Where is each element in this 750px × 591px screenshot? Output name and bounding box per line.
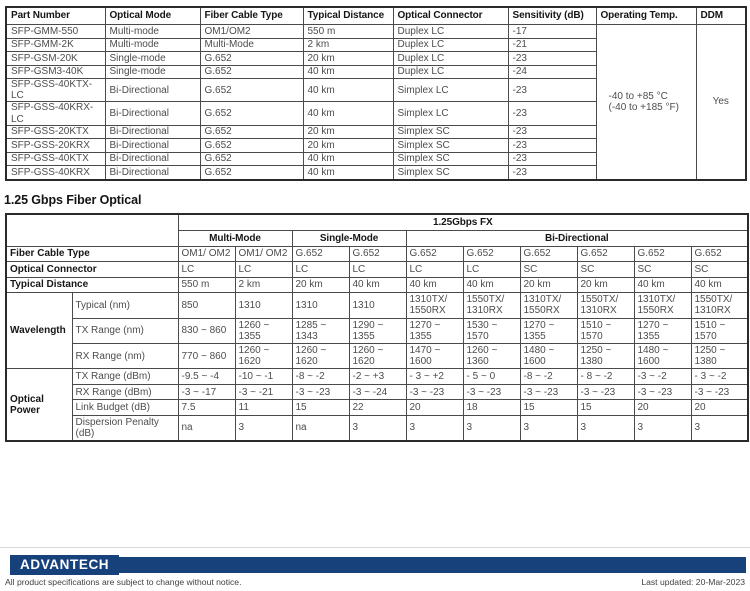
fx-cell: 1260 ~ 1620 xyxy=(235,344,292,369)
fx-cell: -2 ~ +3 xyxy=(349,369,406,385)
sfp-cell: SFP-GSS-40KRX-LC xyxy=(6,102,105,125)
fx-cell: G.652 xyxy=(634,246,691,262)
fx-cell: 40 km xyxy=(406,277,463,293)
fx-cell: 3 xyxy=(634,415,691,441)
fx-cell: G.652 xyxy=(577,246,634,262)
fx-cell: G.652 xyxy=(520,246,577,262)
sfp-cell: OM1/OM2 xyxy=(200,25,303,39)
sfp-cell: Duplex LC xyxy=(393,25,508,39)
fx-cell: 770 ~ 860 xyxy=(178,344,235,369)
sfp-cell: 20 km xyxy=(303,139,393,153)
fx-cell: SC xyxy=(577,262,634,278)
fx-cell: 1310TX/ 1550RX xyxy=(406,293,463,318)
sfp-cell: Bi-Directional xyxy=(105,102,200,125)
fx-cell: 1270 ~ 1355 xyxy=(406,318,463,343)
fx-table-row xyxy=(6,293,748,318)
sfp-cell: SFP-GMM-550 xyxy=(6,25,105,39)
column-header: Operating Temp. xyxy=(596,7,696,25)
fx-sub-label: RX Range (dBm) xyxy=(72,384,178,400)
fx-cell: 1250 ~ 1380 xyxy=(577,344,634,369)
fx-table-row xyxy=(6,400,748,416)
fx-table-row xyxy=(6,246,748,262)
sfp-cell: SFP-GSS-40KTX xyxy=(6,152,105,166)
sfp-cell: -23 xyxy=(508,125,596,139)
fiber-mode-group-header: Single-Mode xyxy=(292,230,406,246)
sfp-cell: Bi-Directional xyxy=(105,152,200,166)
operating-temp-cell xyxy=(596,25,696,180)
fx-cell: 3 xyxy=(691,415,748,441)
sfp-cell: SFP-GSM3-40K xyxy=(6,65,105,79)
fx-cell: -3 ~ -23 xyxy=(691,384,748,400)
fx-table-title-row xyxy=(6,214,748,231)
sfp-cell: Multi-mode xyxy=(105,38,200,52)
footer-separator xyxy=(0,547,750,548)
fx-cell: SC xyxy=(691,262,748,278)
column-header: Fiber Cable Type xyxy=(200,7,303,25)
sfp-spec-table xyxy=(5,6,747,181)
sfp-cell: 550 m xyxy=(303,25,393,39)
fx-cell: -3 ~ -23 xyxy=(634,384,691,400)
fx-cell: 1550TX/ 1310RX xyxy=(463,293,520,318)
fx-cell: -3 ~ -23 xyxy=(520,384,577,400)
ddm-cell: Yes xyxy=(696,25,746,180)
fx-cell: 22 xyxy=(349,400,406,416)
sfp-cell: Simplex LC xyxy=(393,102,508,125)
fx-cell: 1550TX/ 1310RX xyxy=(577,293,634,318)
fx-cell: LC xyxy=(463,262,520,278)
fx-cell: 1470 ~ 1600 xyxy=(406,344,463,369)
fx-table-row xyxy=(6,415,748,441)
sfp-cell: Duplex LC xyxy=(393,65,508,79)
sfp-cell: G.652 xyxy=(200,139,303,153)
fx-cell: 1550TX/ 1310RX xyxy=(691,293,748,318)
sfp-cell: 20 km xyxy=(303,52,393,66)
fx-cell: -3 ~ -23 xyxy=(463,384,520,400)
fx-cell: -3 ~ -23 xyxy=(292,384,349,400)
sfp-cell: -21 xyxy=(508,38,596,52)
fx-table-row xyxy=(6,318,748,343)
fx-cell: LC xyxy=(406,262,463,278)
fx-group-label: Wavelength xyxy=(6,293,72,369)
fx-cell: 1270 ~ 1355 xyxy=(520,318,577,343)
fx-table-row xyxy=(6,369,748,385)
sfp-cell: G.652 xyxy=(200,125,303,139)
column-header: DDM xyxy=(696,7,746,25)
fx-cell: 20 km xyxy=(520,277,577,293)
fx-cell: 15 xyxy=(577,400,634,416)
fx-cell: 1260 ~ 1620 xyxy=(349,344,406,369)
sfp-cell: SFP-GSS-40KTX-LC xyxy=(6,79,105,102)
sfp-cell: -23 xyxy=(508,52,596,66)
fx-row-label: Fiber Cable Type xyxy=(6,246,178,262)
sfp-cell: 40 km xyxy=(303,79,393,102)
fx-cell: 40 km xyxy=(349,277,406,293)
sfp-cell: Bi-Directional xyxy=(105,125,200,139)
fx-cell: 1510 ~ 1570 xyxy=(691,318,748,343)
sfp-cell: G.652 xyxy=(200,102,303,125)
sfp-cell: Single-mode xyxy=(105,52,200,66)
fx-cell: 1510 ~ 1570 xyxy=(577,318,634,343)
fx-cell: G.652 xyxy=(691,246,748,262)
fx-row-label: Optical Connector xyxy=(6,262,178,278)
column-header: Typical Distance xyxy=(303,7,393,25)
fx-cell: G.652 xyxy=(463,246,520,262)
sfp-cell: Multi-Mode xyxy=(200,38,303,52)
sfp-cell: -23 xyxy=(508,166,596,180)
fx-sub-label: TX Range (dBm) xyxy=(72,369,178,385)
fx-cell: LC xyxy=(235,262,292,278)
sfp-cell: Duplex LC xyxy=(393,38,508,52)
fx-cell: G.652 xyxy=(349,246,406,262)
fx-cell: OM1/ OM2 xyxy=(178,246,235,262)
column-header: Optical Connector xyxy=(393,7,508,25)
fx-cell: 20 km xyxy=(577,277,634,293)
fx-spec-table xyxy=(5,213,749,443)
sfp-cell: Simplex LC xyxy=(393,79,508,102)
sfp-cell: -23 xyxy=(508,102,596,125)
sfp-cell: Bi-Directional xyxy=(105,139,200,153)
sfp-cell: SFP-GMM-2K xyxy=(6,38,105,52)
sfp-cell: G.652 xyxy=(200,166,303,180)
sfp-cell: 20 km xyxy=(303,125,393,139)
fx-cell: 1530 ~ 1570 xyxy=(463,318,520,343)
fx-table-title: 1.25Gbps FX xyxy=(178,214,748,231)
sfp-cell: 40 km xyxy=(303,65,393,79)
fx-sub-label: TX Range (nm) xyxy=(72,318,178,343)
fx-cell: 11 xyxy=(235,400,292,416)
fx-table-body xyxy=(6,246,748,441)
footer-disclaimer: All product specifications are subject to change without notice. xyxy=(5,577,242,587)
fx-cell: 3 xyxy=(235,415,292,441)
sfp-cell: Simplex SC xyxy=(393,166,508,180)
fx-cell: 1250 ~ 1380 xyxy=(691,344,748,369)
sfp-cell: Simplex SC xyxy=(393,125,508,139)
fx-cell: 1480 ~ 1600 xyxy=(634,344,691,369)
fx-cell: 3 xyxy=(463,415,520,441)
sfp-cell: 2 km xyxy=(303,38,393,52)
fx-cell: -3 ~ -2 xyxy=(634,369,691,385)
fx-cell: -8 ~ -2 xyxy=(520,369,577,385)
fx-cell: 3 xyxy=(577,415,634,441)
sfp-cell: -24 xyxy=(508,65,596,79)
fx-sub-label: RX Range (nm) xyxy=(72,344,178,369)
fx-row-label: Typical Distance xyxy=(6,277,178,293)
sfp-cell: SFP-GSM-20K xyxy=(6,52,105,66)
column-header: Optical Mode xyxy=(105,7,200,25)
sfp-table-body xyxy=(6,25,746,180)
fx-cell: -8 ~ -2 xyxy=(292,369,349,385)
fx-cell: 1290 ~ 1355 xyxy=(349,318,406,343)
fx-cell: 20 xyxy=(406,400,463,416)
fx-cell: 1270 ~ 1355 xyxy=(634,318,691,343)
sfp-table-header-row xyxy=(6,7,746,25)
sfp-cell: SFP-GSS-40KRX xyxy=(6,166,105,180)
sfp-cell: Single-mode xyxy=(105,65,200,79)
sfp-cell: G.652 xyxy=(200,65,303,79)
footer-last-updated: Last updated: 20-Mar-2023 xyxy=(641,577,745,587)
fx-cell: LC xyxy=(178,262,235,278)
sfp-cell: Simplex SC xyxy=(393,139,508,153)
fx-cell: 18 xyxy=(463,400,520,416)
sfp-cell: -17 xyxy=(508,25,596,39)
column-header: Sensitivity (dB) xyxy=(508,7,596,25)
sfp-cell: -23 xyxy=(508,79,596,102)
operating-temp-line: -40 to +85 °C xyxy=(608,90,668,102)
sfp-cell: Bi-Directional xyxy=(105,166,200,180)
fx-cell: -3 ~ -23 xyxy=(406,384,463,400)
sfp-cell: G.652 xyxy=(200,52,303,66)
sfp-cell: Simplex SC xyxy=(393,152,508,166)
fx-cell: 1310 xyxy=(235,293,292,318)
sfp-cell: Bi-Directional xyxy=(105,79,200,102)
fx-table-row xyxy=(6,344,748,369)
fx-cell: 830 ~ 860 xyxy=(178,318,235,343)
fx-cell: OM1/ OM2 xyxy=(235,246,292,262)
fx-cell: 7.5 xyxy=(178,400,235,416)
fx-cell: 1480 ~ 1600 xyxy=(520,344,577,369)
fx-cell: 550 m xyxy=(178,277,235,293)
fx-table-row xyxy=(6,277,748,293)
fiber-mode-group-header: Multi-Mode xyxy=(178,230,292,246)
fx-cell: 1310TX/ 1550RX xyxy=(520,293,577,318)
sfp-cell: G.652 xyxy=(200,79,303,102)
footer-brand-bar xyxy=(111,557,746,573)
fx-sub-label: Typical (nm) xyxy=(72,293,178,318)
sfp-cell: G.652 xyxy=(200,152,303,166)
sfp-cell: -23 xyxy=(508,152,596,166)
fx-cell: 1285 ~ 1343 xyxy=(292,318,349,343)
fx-cell: - 3 ~ -2 xyxy=(691,369,748,385)
fx-cell: G.652 xyxy=(292,246,349,262)
fx-cell: 20 xyxy=(634,400,691,416)
fx-cell: 3 xyxy=(406,415,463,441)
section-title: 1.25 Gbps Fiber Optical xyxy=(4,192,142,207)
fx-cell: na xyxy=(292,415,349,441)
fx-cell: - 3 ~ +2 xyxy=(406,369,463,385)
fx-cell: 40 km xyxy=(634,277,691,293)
fx-cell: 15 xyxy=(292,400,349,416)
sfp-cell: 40 km xyxy=(303,102,393,125)
fx-sub-label: Dispersion Penalty (dB) xyxy=(72,415,178,441)
fx-cell: 40 km xyxy=(691,277,748,293)
fx-sub-label: Link Budget (dB) xyxy=(72,400,178,416)
fx-cell: G.652 xyxy=(406,246,463,262)
sfp-cell: SFP-GSS-20KRX xyxy=(6,139,105,153)
fx-cell: -3 ~ -24 xyxy=(349,384,406,400)
fx-cell: - 8 ~ -2 xyxy=(577,369,634,385)
fx-cell: 1310TX/ 1550RX xyxy=(634,293,691,318)
sfp-cell: 40 km xyxy=(303,152,393,166)
fx-cell: LC xyxy=(349,262,406,278)
fx-cell: 1310 xyxy=(292,293,349,318)
fx-cell: SC xyxy=(520,262,577,278)
fx-cell: -3 ~ -21 xyxy=(235,384,292,400)
fx-cell: 3 xyxy=(349,415,406,441)
column-header: Part Number xyxy=(6,7,105,25)
fx-cell: 15 xyxy=(520,400,577,416)
operating-temp-line: (-40 to +185 °F) xyxy=(608,101,679,113)
fx-cell: 1310 xyxy=(349,293,406,318)
fx-cell: 20 xyxy=(691,400,748,416)
fx-cell: 40 km xyxy=(463,277,520,293)
fx-cell: -9.5 ~ -4 xyxy=(178,369,235,385)
fx-table-row xyxy=(6,384,748,400)
fx-cell: 1260 ~ 1620 xyxy=(292,344,349,369)
fx-cell: 1260 ~ 1360 xyxy=(463,344,520,369)
sfp-cell: Duplex LC xyxy=(393,52,508,66)
fx-cell: LC xyxy=(292,262,349,278)
sfp-cell: SFP-GSS-20KTX xyxy=(6,125,105,139)
fx-cell: -10 ~ -1 xyxy=(235,369,292,385)
sfp-cell: 40 km xyxy=(303,166,393,180)
fx-cell: 1260 ~ 1355 xyxy=(235,318,292,343)
fx-cell: - 5 ~ 0 xyxy=(463,369,520,385)
fx-table-corner-cell xyxy=(6,214,178,247)
fx-cell: 2 km xyxy=(235,277,292,293)
fiber-mode-group-header: Bi-Directional xyxy=(406,230,748,246)
fx-cell: 20 km xyxy=(292,277,349,293)
fx-cell: -3 ~ -23 xyxy=(577,384,634,400)
fx-group-label: Optical Power xyxy=(6,369,72,441)
fx-cell: SC xyxy=(634,262,691,278)
fx-cell: 850 xyxy=(178,293,235,318)
fx-table-row xyxy=(6,262,748,278)
sfp-cell: Multi-mode xyxy=(105,25,200,39)
fx-cell: 3 xyxy=(520,415,577,441)
sfp-cell: -23 xyxy=(508,139,596,153)
advantech-logo: ADVANTECH xyxy=(10,555,119,575)
sfp-table-row xyxy=(6,25,746,39)
fx-cell: na xyxy=(178,415,235,441)
fx-cell: -3 ~ -17 xyxy=(178,384,235,400)
